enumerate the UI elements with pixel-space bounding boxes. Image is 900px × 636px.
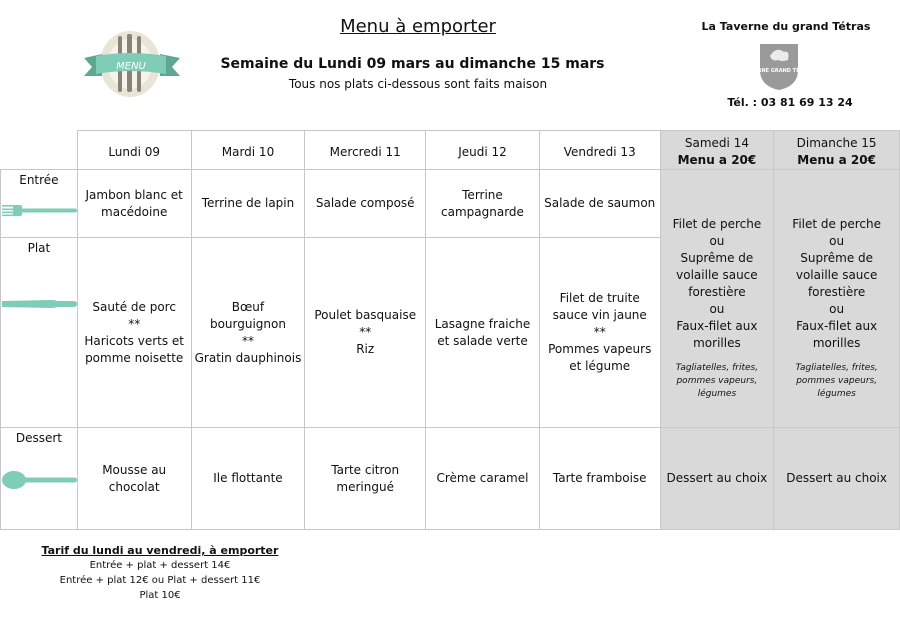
tarif-line: Entrée + plat + dessert 14€ bbox=[89, 560, 231, 571]
plat-sides: Tagliatelles, frites, pommes vapeurs, légumes bbox=[675, 363, 759, 399]
day-header-lundi: Lundi 09 bbox=[77, 131, 191, 170]
dessert-vendredi: Tarte framboise bbox=[539, 428, 660, 530]
entree-mercredi: Salade composé bbox=[305, 170, 426, 238]
plat-vendredi bbox=[539, 238, 660, 428]
plat-line: Filet de truite sauce vin jaune bbox=[552, 291, 647, 322]
dessert-dimanche: Dessert au choix bbox=[774, 428, 900, 530]
tarif-line: Entrée + plat 12€ ou Plat + dessert 11€ bbox=[59, 575, 261, 586]
taverne-logo bbox=[743, 40, 815, 96]
plat-line: Haricots verts et pomme noisette bbox=[84, 333, 184, 365]
plat-jeudi bbox=[426, 238, 540, 428]
menu-logo-text: MENU bbox=[116, 61, 146, 72]
plat-line: ** bbox=[128, 316, 141, 331]
dessert-mardi: Ile flottante bbox=[191, 428, 305, 530]
menu-price: Menu a 20€ bbox=[797, 153, 876, 167]
plat-line: ou bbox=[829, 234, 845, 248]
menu-logo bbox=[82, 30, 182, 104]
plat-line: Filet de perche bbox=[672, 217, 762, 231]
day-header-jeudi: Jeudi 12 bbox=[426, 131, 540, 170]
plat-line: Pommes vapeurs et légume bbox=[548, 342, 652, 373]
row-label-text: Plat bbox=[27, 241, 51, 255]
knife-icon bbox=[1, 298, 77, 310]
page-title: Menu à emporter bbox=[340, 16, 496, 37]
restaurant-name: La Taverne du grand Tétras bbox=[701, 20, 871, 33]
week-heading: Semaine du Lundi 09 mars au dimanche 15 mars bbox=[220, 56, 605, 72]
table-corner bbox=[1, 131, 78, 170]
day-label: Samedi 14 bbox=[684, 136, 749, 150]
day-header-mercredi: Mercredi 11 bbox=[305, 131, 426, 170]
dessert-samedi: Dessert au choix bbox=[660, 428, 774, 530]
row-label-dessert bbox=[1, 428, 78, 530]
dessert-row bbox=[1, 428, 900, 530]
plat-line: Filet de perche bbox=[792, 217, 881, 231]
plat-line: Faux-filet aux morilles bbox=[676, 319, 758, 350]
plat-line: ** bbox=[359, 325, 372, 339]
subtitle: Tous nos plats ci-dessous sont faits maison bbox=[288, 77, 548, 91]
plat-line: ou bbox=[709, 302, 725, 316]
plat-sides: Tagliatelles, frites, pommes vapeurs, légumes bbox=[795, 363, 878, 399]
taverne-logo-text: TAVERNE GRAND TÉTRAS bbox=[743, 68, 815, 74]
fork-icon bbox=[1, 202, 77, 218]
menu-price: Menu a 20€ bbox=[677, 153, 757, 167]
plat-samedi bbox=[660, 170, 774, 428]
plat-line: Suprême de volaille sauce forestière bbox=[676, 251, 758, 299]
plat-line: Faux-filet aux morilles bbox=[796, 319, 878, 350]
row-label-plat bbox=[1, 238, 78, 428]
header-row bbox=[1, 131, 900, 170]
plat-line: Poulet basquaise bbox=[314, 308, 417, 322]
plat-line: Gratin dauphinois bbox=[194, 350, 302, 365]
entree-vendredi: Salade de saumon bbox=[539, 170, 660, 238]
entree-jeudi: Terrine campagnarde bbox=[426, 170, 540, 238]
plat-line: ** bbox=[593, 325, 606, 339]
row-label-entree bbox=[1, 170, 78, 238]
plat-line: Lasagne fraiche et salade verte bbox=[434, 316, 531, 348]
entree-lundi: Jambon blanc et macédoine bbox=[77, 170, 191, 238]
dessert-mercredi: Tarte citron meringué bbox=[305, 428, 426, 530]
tarif-title: Tarif du lundi au vendredi, à emporter bbox=[41, 544, 279, 557]
entree-mardi: Terrine de lapin bbox=[191, 170, 305, 238]
day-header-samedi bbox=[660, 131, 774, 170]
phone-number: Tél. : 03 81 69 13 24 bbox=[727, 96, 853, 109]
plat-line: ou bbox=[709, 234, 725, 248]
plat-lundi bbox=[77, 238, 191, 428]
plat-line: Sauté de porc bbox=[92, 299, 176, 314]
row-label-text: Entrée bbox=[19, 173, 59, 187]
plat-line: ** bbox=[241, 333, 254, 348]
plat-line: Riz bbox=[356, 342, 375, 356]
plat-line: Suprême de volaille sauce forestière bbox=[795, 251, 878, 299]
dessert-lundi: Mousse au chocolat bbox=[77, 428, 191, 530]
entree-row bbox=[1, 170, 900, 238]
plat-mardi bbox=[191, 238, 305, 428]
plat-line: Bœuf bourguignon bbox=[209, 299, 286, 331]
plat-mercredi bbox=[305, 238, 426, 428]
day-label: Dimanche 15 bbox=[796, 136, 877, 150]
dessert-jeudi: Crème caramel bbox=[426, 428, 540, 530]
day-header-vendredi: Vendredi 13 bbox=[539, 131, 660, 170]
tarif-line: Plat 10€ bbox=[139, 590, 181, 601]
plat-dimanche bbox=[774, 170, 900, 428]
spoon-icon bbox=[1, 468, 77, 492]
plat-line: ou bbox=[829, 302, 845, 316]
row-label-text: Dessert bbox=[15, 431, 62, 445]
menu-table bbox=[0, 130, 900, 530]
day-header-dimanche bbox=[774, 131, 900, 170]
day-header-mardi: Mardi 10 bbox=[191, 131, 305, 170]
